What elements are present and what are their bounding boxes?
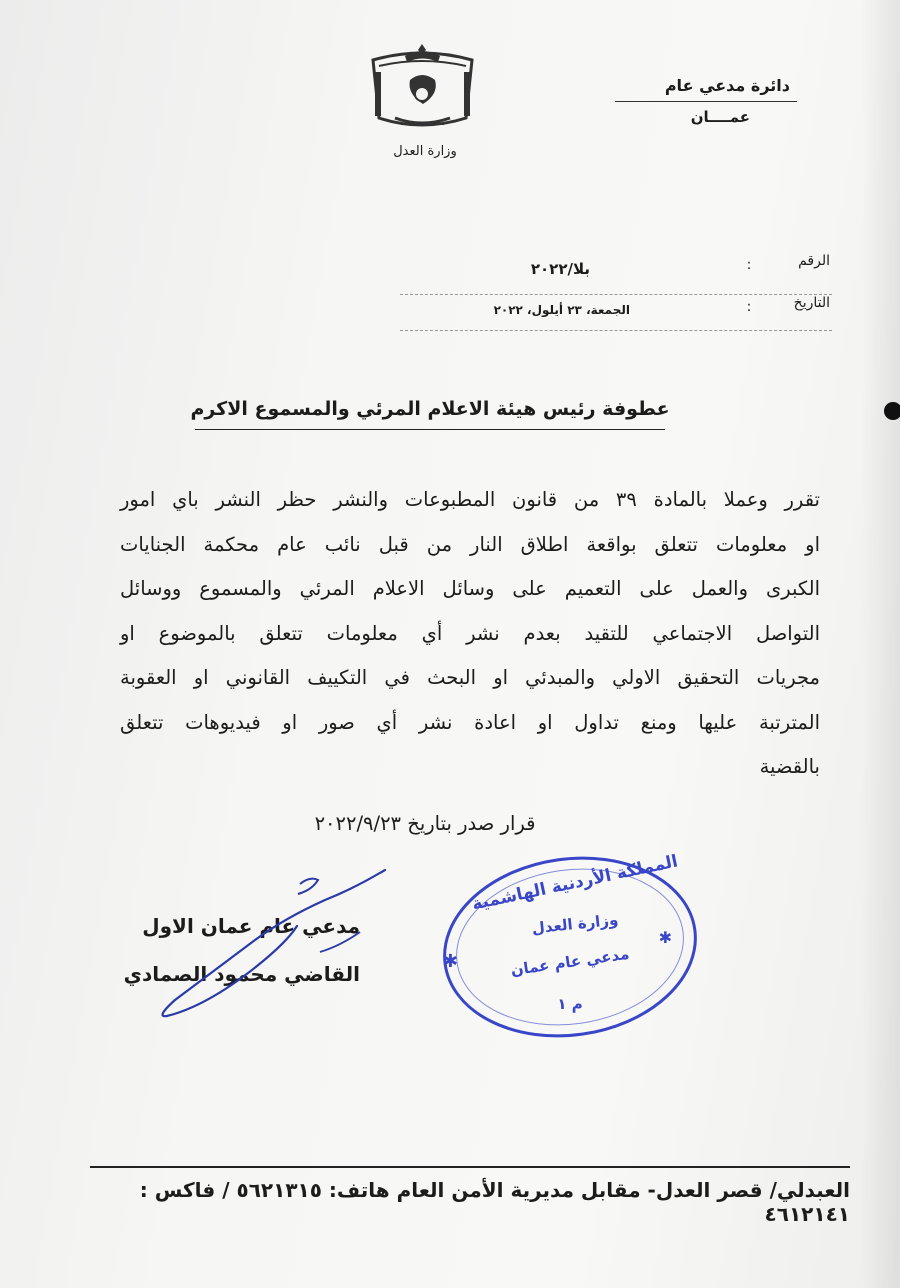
body-line-5: مجريات التحقيق الاولي والمبدئي او البحث في التكييف القانوني او العقوبة	[120, 666, 820, 689]
svg-text:✱: ✱	[442, 951, 458, 972]
meta-divider-bottom	[400, 330, 832, 331]
body-line-2: او معلومات تتعلق بواقعة اطلاق النار من قبل نائب عام محكمة الجنايات	[120, 533, 820, 556]
svg-text:✱: ✱	[658, 928, 672, 947]
recipient-line: عطوفة رئيس هيئة الاعلام المرئي والمسموع الاكرم	[190, 398, 670, 420]
punch-hole	[884, 402, 900, 420]
department-name: دائرة مدعي عام	[664, 76, 790, 95]
body-line-7: بالقضية	[759, 755, 820, 778]
decision-date-line: قرار صدر بتاريخ ٢٠٢٢/٩/٢٣	[314, 812, 536, 835]
signatory-title: مدعي عام عمان الاول	[142, 914, 360, 938]
date-value: الجمعة، ٢٣ أيلول، ٢٠٢٢	[493, 303, 630, 317]
stamp-ministry: وزارة العدل	[530, 910, 620, 938]
signatory-name: القاضي محمود الصمادي	[123, 962, 360, 986]
body-line-4: التواصل الاجتماعي للتقيد بعدم نشر أي معلومات تتعلق بالموضوع او	[120, 622, 820, 645]
date-colon: :	[746, 299, 752, 315]
department-divider	[615, 101, 797, 102]
footer-address: العبدلي/ قصر العدل- مقابل مديرية الأمن العام هاتف: ٥٦٢١٣١٥ / فاكس : ٤٦١٢١٤١	[139, 1178, 850, 1226]
recipient-underline	[195, 429, 665, 430]
stamp-number: م ١	[557, 995, 583, 1013]
body-line-1: تقرر وعملا بالمادة ٣٩ من قانون المطبوعات والنشر حظر النشر باي امور	[120, 488, 820, 511]
official-stamp	[440, 851, 700, 1040]
body-line-6: المترتبة عليها ومنع تداول او اعادة نشر أي صور او فيديوهات تتعلق	[120, 711, 820, 734]
footer-divider	[90, 1166, 850, 1168]
stamp-office: مدعي عام عمان	[509, 944, 631, 980]
body-line-3: الكبرى والعمل على التعميم على وسائل الاعلام المرئي والمسموع ووسائل	[120, 577, 820, 600]
handwritten-signature	[150, 862, 410, 1032]
coat-of-arms-emblem	[365, 42, 480, 132]
ref-value: بلا/٢٠٢٢	[530, 260, 590, 278]
department-city: عمــــان	[690, 108, 750, 126]
ministry-label: وزارة العدل	[393, 144, 457, 159]
ref-colon: :	[746, 257, 752, 273]
ref-label: الرقم	[798, 253, 830, 269]
page-shadow	[860, 0, 900, 1288]
stamp-kingdom: المملكة الأردنية الهاشمية	[470, 851, 680, 915]
date-label: التاريخ	[793, 295, 830, 311]
